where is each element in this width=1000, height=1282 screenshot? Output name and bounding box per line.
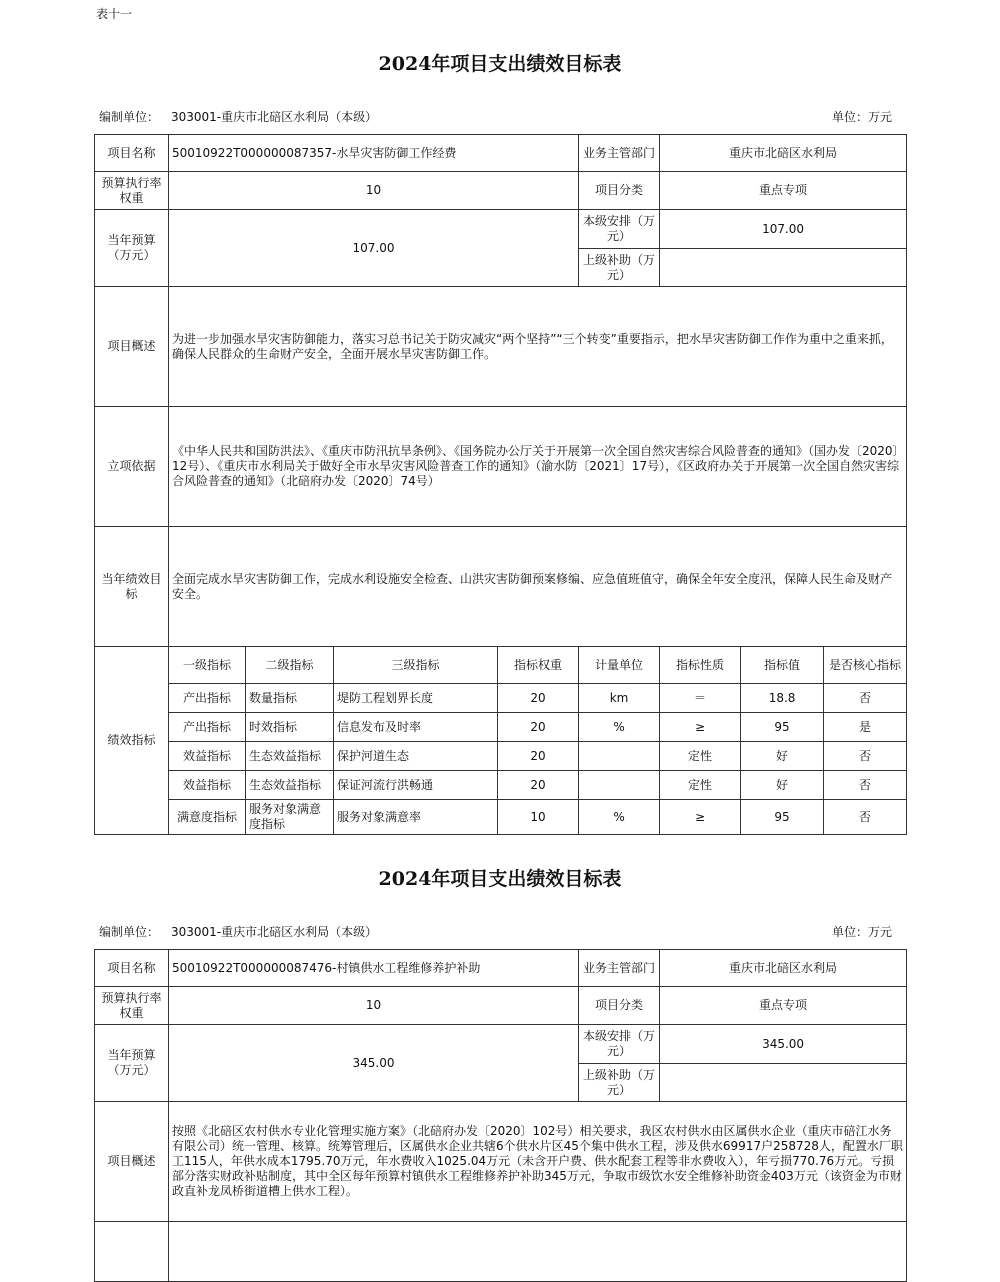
indicator-cell: 10 xyxy=(498,800,579,835)
category-value: 重点专项 xyxy=(660,987,907,1025)
indicator-cell xyxy=(579,742,660,771)
indicator-cell: ≥ xyxy=(660,800,741,835)
indicator-header: 指标值 xyxy=(741,647,824,684)
budget-value: 345.00 xyxy=(169,1025,579,1102)
indicator-cell: 保护河道生态 xyxy=(334,742,498,771)
indicator-row xyxy=(95,713,907,742)
indicator-cell: % xyxy=(579,713,660,742)
indicator-cell: 是 xyxy=(824,713,907,742)
local-funding-label: 本级安排（万元） xyxy=(579,210,660,249)
table-title: 2024年项目支出绩效目标表 xyxy=(378,53,622,75)
indicator-cell: 效益指标 xyxy=(169,771,246,800)
indicator-cell: % xyxy=(579,800,660,835)
currency-label: 单位：万元 xyxy=(832,925,893,939)
indicator-cell: 生态效益指标 xyxy=(246,771,334,800)
project-name-value: 50010922T000000087476-村镇供水工程维修养护补助 xyxy=(169,950,579,987)
upper-subsidy-label: 上级补助（万元） xyxy=(579,249,660,287)
category-label: 项目分类 xyxy=(579,172,660,210)
indicator-cell: 服务对象满意率 xyxy=(334,800,498,835)
dept-label: 业务主管部门 xyxy=(579,135,660,172)
currency-label: 单位：万元 xyxy=(832,110,893,124)
indicator-cell: 20 xyxy=(498,713,579,742)
local-funding-label: 本级安排（万元） xyxy=(579,1025,660,1064)
overview-text: 为进一步加强水旱灾害防御能力，落实习总书记关于防灾减灾“两个坚持”“三个转变”重要指示，把水旱灾害防御工作作为重中之重来抓，确保人民群众的生命财产安全，全面开展水旱灾害防御工作。 xyxy=(169,287,907,407)
indicator-header: 三级指标 xyxy=(334,647,498,684)
perf-label: 绩效指标 xyxy=(95,647,169,835)
basis-text: 《中华人民共和国防洪法》、《重庆市防汛抗旱条例》、《国务院办公厅关于开展第一次全国自然灾害综合风险普查的通知》（国办发〔2020〕12号）、《重庆市水利局关于做好全市水旱灾害风险普查工作的通知》（渝水防〔2021〕17号），《区政府办关于开展第一次全国自然灾害综合风险普查的通知》（北碚府办发〔2020〕74号） xyxy=(169,407,907,527)
basis-label: 立项依据 xyxy=(95,407,169,527)
table-number-label: 表十一 xyxy=(96,7,133,21)
overview-text: 按照《北碚区农村供水专业化管理实施方案》（北碚府办发〔2020〕102号）相关要求，我区农村供水由区属供水企业（重庆市碚江水务有限公司）统一管理、核算。统筹管理后，区属供水企业共辖6个供水片区45个集中供水工程，涉及供水69917户258728人，配置水厂职工115人，年供水成本1795.70万元，年水费收入1025.04万元（未含开户费、供水配套工程等非水费收入），年亏损770.76万元。亏损部分落实财政补贴制度，其中全区每年预算村镇供水工程维修养护补助345万元，争取市级饮水安全维修补助资金403万元（该资金为市财政直补龙凤桥街道槽上供水工程）。 xyxy=(169,1102,907,1222)
indicator-header: 是否核心指标 xyxy=(824,647,907,684)
upper-subsidy-value xyxy=(660,249,907,287)
indicator-cell: 信息发布及时率 xyxy=(334,713,498,742)
budget-label: 当年预算（万元） xyxy=(95,1025,169,1102)
unit-label: 编制单位： xyxy=(99,925,160,939)
local-funding-value: 107.00 xyxy=(660,210,907,249)
indicator-cell: 20 xyxy=(498,771,579,800)
indicator-cell: 否 xyxy=(824,684,907,713)
indicator-cell: 定性 xyxy=(660,742,741,771)
indicator-cell: 95 xyxy=(741,713,824,742)
category-value: 重点专项 xyxy=(660,172,907,210)
overview-label: 项目概述 xyxy=(95,287,169,407)
indicator-cell: 20 xyxy=(498,742,579,771)
indicator-cell: 好 xyxy=(741,742,824,771)
indicator-cell: 18.8 xyxy=(741,684,824,713)
dept-value: 重庆市北碚区水利局 xyxy=(660,135,907,172)
indicator-row xyxy=(95,742,907,771)
indicator-cell: ＝ xyxy=(660,684,741,713)
indicator-cell: 95 xyxy=(741,800,824,835)
indicator-row xyxy=(95,684,907,713)
dept-label: 业务主管部门 xyxy=(579,950,660,987)
indicator-cell: 产出指标 xyxy=(169,713,246,742)
indicator-header: 指标性质 xyxy=(660,647,741,684)
indicator-cell: km xyxy=(579,684,660,713)
category-label: 项目分类 xyxy=(579,987,660,1025)
weight-label: 预算执行率权重 xyxy=(95,987,169,1025)
indicator-cell: 服务对象满意度指标 xyxy=(246,800,334,835)
indicator-header: 二级指标 xyxy=(246,647,334,684)
indicator-cell: 数量指标 xyxy=(246,684,334,713)
performance-table-2 xyxy=(94,949,907,1282)
next-row-label xyxy=(95,1222,169,1282)
dept-value: 重庆市北碚区水利局 xyxy=(660,950,907,987)
goal-label: 当年绩效目标 xyxy=(95,527,169,647)
unit-value: 303001-重庆市北碚区水利局（本级） xyxy=(171,110,378,124)
indicator-cell: 生态效益指标 xyxy=(246,742,334,771)
performance-table-1 xyxy=(94,134,907,835)
indicator-header: 指标权重 xyxy=(498,647,579,684)
goal-text: 全面完成水旱灾害防御工作，完成水利设施安全检查、山洪灾害防御预案修编、应急值班值守，确保全年安全度汛，保障人民生命及财产安全。 xyxy=(169,527,907,647)
table-title: 2024年项目支出绩效目标表 xyxy=(378,868,622,890)
indicator-cell: 20 xyxy=(498,684,579,713)
indicator-row xyxy=(95,771,907,800)
indicator-cell: 时效指标 xyxy=(246,713,334,742)
indicator-cell: 好 xyxy=(741,771,824,800)
indicator-cell: ≥ xyxy=(660,713,741,742)
indicator-cell: 产出指标 xyxy=(169,684,246,713)
unit-label: 编制单位： xyxy=(99,110,160,124)
project-name-label: 项目名称 xyxy=(95,950,169,987)
project-name-label: 项目名称 xyxy=(95,135,169,172)
weight-value: 10 xyxy=(169,987,579,1025)
project-name-value: 50010922T000000087357-水旱灾害防御工作经费 xyxy=(169,135,579,172)
indicator-cell xyxy=(579,771,660,800)
indicator-cell: 否 xyxy=(824,742,907,771)
unit-value: 303001-重庆市北碚区水利局（本级） xyxy=(171,925,378,939)
weight-value: 10 xyxy=(169,172,579,210)
indicator-cell: 否 xyxy=(824,800,907,835)
indicator-cell: 效益指标 xyxy=(169,742,246,771)
local-funding-value: 345.00 xyxy=(660,1025,907,1064)
weight-label: 预算执行率权重 xyxy=(95,172,169,210)
indicator-cell: 否 xyxy=(824,771,907,800)
indicator-cell: 保证河流行洪畅通 xyxy=(334,771,498,800)
upper-subsidy-value xyxy=(660,1064,907,1102)
budget-value: 107.00 xyxy=(169,210,579,287)
indicator-row xyxy=(95,800,907,835)
indicator-header: 一级指标 xyxy=(169,647,246,684)
indicator-cell: 满意度指标 xyxy=(169,800,246,835)
next-row-value xyxy=(169,1222,907,1282)
indicator-cell: 堤防工程划界长度 xyxy=(334,684,498,713)
indicator-header: 计量单位 xyxy=(579,647,660,684)
budget-label: 当年预算（万元） xyxy=(95,210,169,287)
overview-label: 项目概述 xyxy=(95,1102,169,1222)
upper-subsidy-label: 上级补助（万元） xyxy=(579,1064,660,1102)
indicator-cell: 定性 xyxy=(660,771,741,800)
